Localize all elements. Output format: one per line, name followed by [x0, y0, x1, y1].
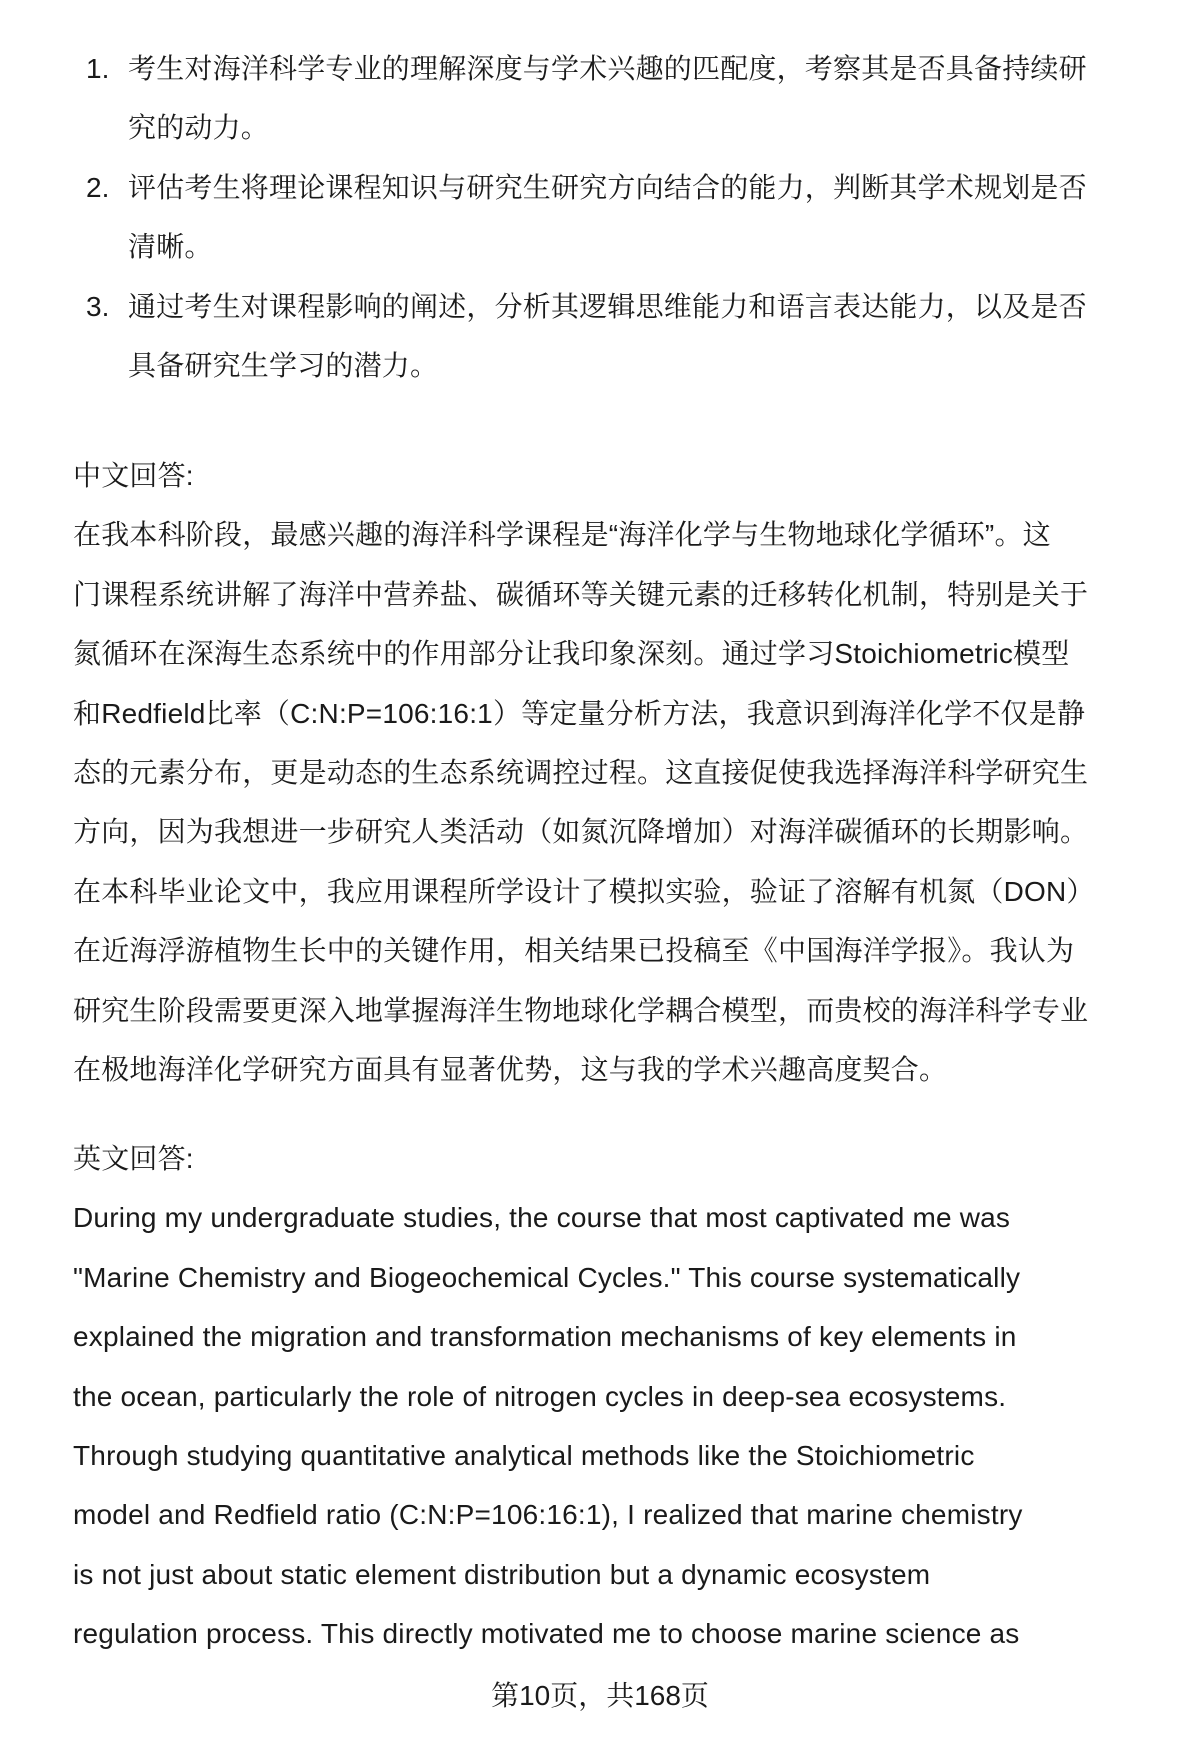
chinese-answer-line: 方向，因为我想进一步研究人类活动（如氮沉降增加）对海洋碳循环的长期影响。 [73, 816, 1089, 848]
chinese-answer-line: 态的元素分布，更是动态的生态系统调控过程。这直接促使我选择海洋科学研究生 [73, 757, 1089, 788]
english-answer-line: "Marine Chemistry and Biogeochemical Cycles." This course systematically [73, 1261, 1021, 1293]
chinese-answer-line: 氮循环在深海生态系统中的作用部分让我印象深刻。通过学习Stoichiometric模型 [73, 638, 1070, 670]
list-item-line: 具备研究生学习的潜力。 [128, 350, 439, 381]
list-number: 2. [86, 171, 110, 203]
chinese-answer-line: 在本科毕业论文中，我应用课程所学设计了模拟实验，验证了溶解有机氮（DON） [73, 875, 1095, 907]
english-answer-line: During my undergraduate studies, the course that most captivated me was [73, 1202, 1011, 1234]
english-answer-line: explained the migration and transformation mechanisms of key elements in [73, 1321, 1017, 1353]
english-answer-line: model and Redfield ratio (C:N:P=106:16:1), I realized that marine chemistry [73, 1499, 1023, 1531]
chinese-answer-line: 在我本科阶段，最感兴趣的海洋科学课程是“海洋化学与生物地球化学循环”。这 [73, 519, 1051, 551]
english-answer-heading: 英文回答: [73, 1143, 194, 1174]
english-answer-line: the ocean, particularly the role of nitrogen cycles in deep-sea ecosystems. [73, 1380, 1007, 1412]
chinese-answer-line: 在极地海洋化学研究方面具有显著优势，这与我的学术兴趣高度契合。 [73, 1054, 948, 1085]
list-item-line: 通过考生对课程影响的阐述，分析其逻辑思维能力和语言表达能力，以及是否 [128, 290, 1087, 322]
english-answer-line: Through studying quantitative analytical methods like the Stoichiometric [73, 1440, 975, 1471]
chinese-answer-line: 和Redfield比率（C:N:P=106:16:1）等定量分析方法，我意识到海洋化学不仅是静 [73, 697, 1086, 729]
chinese-answer-line: 门课程系统讲解了海洋中营养盐、碳循环等关键元素的迁移转化机制，特别是关于 [73, 578, 1089, 610]
english-answer-line: is not just about static element distribution but a dynamic ecosystem [73, 1558, 931, 1590]
list-number: 1. [86, 53, 110, 84]
chinese-answer-line: 研究生阶段需要更深入地掌握海洋生物地球化学耦合模型，而贵校的海洋科学专业 [73, 994, 1089, 1026]
list-number: 3. [86, 290, 110, 322]
english-answer-line: regulation process. This directly motivated me to choose marine science as [73, 1618, 1020, 1650]
list-item-line: 究的动力。 [128, 112, 270, 144]
chinese-answer-heading: 中文回答: [73, 460, 194, 491]
page-number-footer: 第10页，共168页 [491, 1680, 709, 1711]
list-item-line: 考生对海洋科学专业的理解深度与学术兴趣的匹配度，考察其是否具备持续研 [128, 53, 1087, 84]
list-item-line: 评估考生将理论课程知识与研究生研究方向结合的能力，判断其学术规划是否 [128, 171, 1087, 203]
chinese-answer-line: 在近海浮游植物生长中的关键作用，相关结果已投稿至《中国海洋学报》。我认为 [73, 935, 1075, 967]
list-item-line: 清晰。 [128, 231, 213, 263]
